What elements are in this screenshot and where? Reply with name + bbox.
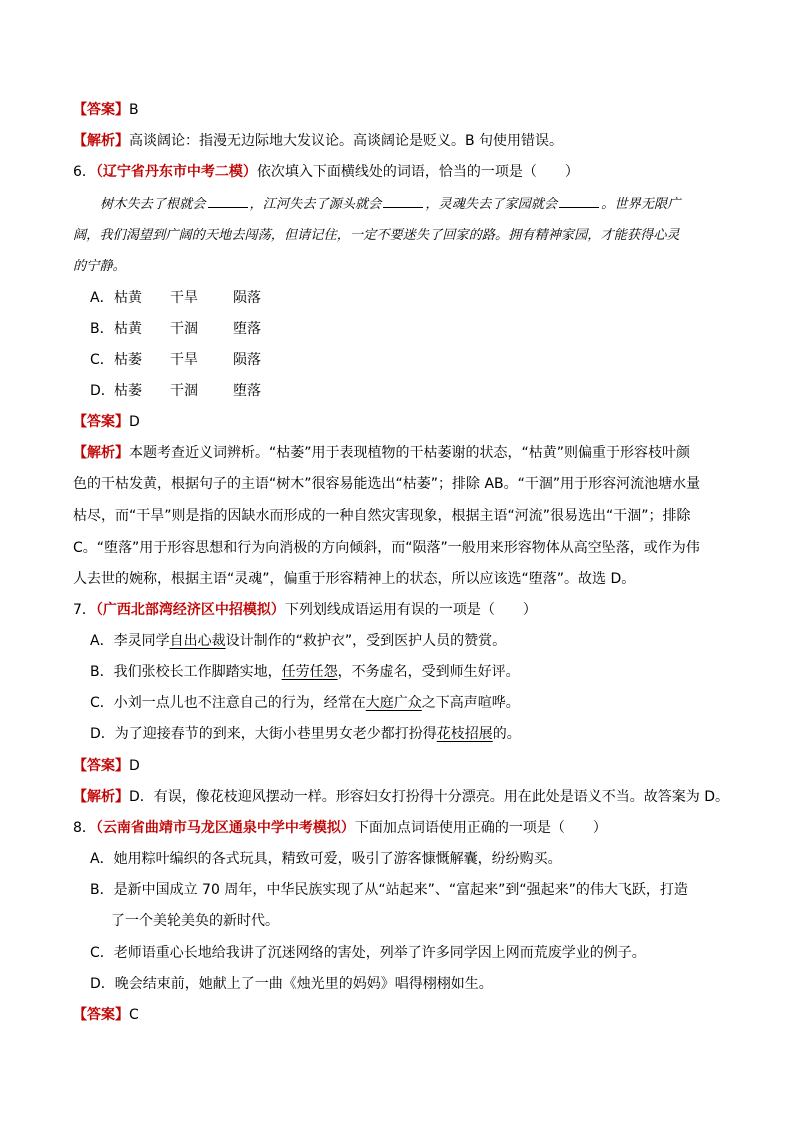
explanation-text: 枯尽，而“干旱”则是指的因缺水而形成的一种自然灾害现象，根据主语“河流”很易选出“干涸”；排除	[73, 508, 691, 524]
option-word: 枯萎	[114, 383, 142, 399]
question-number: 8．	[73, 820, 96, 836]
explanation-text: 人去世的婉称，根据主语“灵魂”，偏重于形容精神上的状态，所以应该选“堕落”。故选 D。	[73, 571, 636, 587]
answer-text: D	[129, 414, 140, 430]
question-stem: 依次填入下面横线处的词语，恰当的一项是（ ）	[256, 164, 579, 180]
fill-blank	[383, 195, 423, 208]
option-text: 了一个美轮美奂的新时代。	[111, 913, 279, 929]
option-label: D．	[90, 726, 115, 742]
explanation-text: D．有误，像花枝迎风摆动一样。形容妇女打扮得十分漂亮。用在此处是语义不当。故答案为 D。	[129, 789, 730, 805]
option-text: B．是新中国成立 70 周年，中华民族实现了从“站起来”、“富起来”到“强起来”的伟大飞跃，打造	[90, 882, 688, 898]
passage-text: 阔，我们渴望到广阔的天地去闯荡，但请记住，一定不要迷失了回家的路。拥有精神家园，才能获得心灵	[73, 228, 680, 243]
option-word: 堕落	[233, 383, 261, 399]
passage-text: 的宁静。	[73, 259, 126, 274]
fill-blank	[559, 195, 599, 208]
explanation-line	[73, 474, 734, 494]
option-row	[90, 974, 493, 994]
explanation-line	[73, 569, 734, 589]
option-text: 小刘一点儿也不注意自己的行为，经常在	[113, 695, 366, 711]
option-word: 陨落	[233, 290, 261, 306]
answer-8	[73, 1005, 734, 1025]
fill-blank	[208, 195, 248, 208]
answer-text: C	[129, 1007, 139, 1023]
option-word: 干涸	[170, 321, 198, 337]
explanation-6	[73, 443, 734, 463]
passage-text: 树木失去了根就会	[100, 197, 206, 212]
option-word: 堕落	[233, 321, 261, 337]
answer-7	[73, 756, 734, 776]
question-number: 7．	[73, 602, 96, 618]
option-row	[90, 662, 520, 682]
option-word: 枯黄	[114, 321, 142, 337]
question-stem: 下列划线成语运用有误的一项是（ ）	[284, 602, 537, 618]
option-row	[90, 288, 261, 308]
option-row	[90, 350, 261, 370]
option-text: C．老师语重心长地给我讲了沉迷网络的害处，列举了许多同学因上网而荒废学业的例子。	[90, 945, 646, 961]
explanation-7	[73, 787, 734, 807]
explanation-tag: 【解析】	[73, 789, 129, 805]
option-text: ，不务虚名，受到师生好评。	[337, 664, 520, 680]
answer-tag: 【答案】	[73, 1007, 129, 1023]
option-label: C．	[90, 352, 114, 368]
question-8	[73, 818, 734, 838]
passage-text: ，灵魂失去了家园就会	[425, 197, 558, 212]
option-label: B．	[90, 321, 114, 337]
explanation-tag: 【解析】	[73, 133, 129, 149]
passage-text: 。世界无限广	[601, 197, 681, 212]
passage-line-3	[73, 257, 734, 277]
option-text: D．晚会结束前，她献上了一曲《烛光里的妈妈》唱得栩栩如生。	[90, 976, 493, 992]
question-stem: 下面加点词语使用正确的一项是（ ）	[354, 820, 607, 836]
explanation-text: C。“堕落”用于形容思想和行为向消极的方向倾斜，而“陨落”一般用来形容物体从高空坠落，或作为伟	[73, 540, 700, 556]
option-label: D．	[90, 383, 115, 399]
option-row	[90, 693, 520, 713]
question-6	[73, 162, 734, 182]
explanation-text: 高谈阔论：指漫无边际地大发议论。高谈阔论是贬义。B 句使用错误。	[129, 133, 564, 149]
explanation-text: 色的干枯发黄，根据句子的主语“树木”很容易能选出“枯萎”；排除 AB。“干涸”用于形容河流池塘水量	[73, 476, 701, 492]
passage-line-1	[100, 195, 734, 215]
question-source: （云南省曲靖市马龙区通泉中学中考模拟）	[95, 820, 355, 836]
question-source: （广西北部湾经济区中招模拟）	[95, 602, 285, 618]
option-row	[90, 631, 506, 651]
option-text: A．她用粽叶编织的各式玩具，精致可爱，吸引了游客慷慨解囊，纷纷购买。	[90, 851, 562, 867]
explanation-tag: 【解析】	[73, 445, 129, 461]
option-label: B．	[90, 664, 114, 680]
answer-tag: 【答案】	[73, 758, 129, 774]
underlined-idiom: 花枝招展	[436, 726, 493, 742]
option-word: 枯黄	[114, 290, 142, 306]
answer-5	[73, 100, 734, 120]
option-word: 枯萎	[114, 352, 142, 368]
underlined-idiom: 自出心裁	[169, 633, 226, 649]
option-text: 我们张校长工作脚踏实地，	[113, 664, 282, 680]
passage-text: ，江河失去了源头就会	[249, 197, 382, 212]
option-row	[90, 880, 688, 900]
option-row	[90, 319, 261, 339]
option-text: 之下高声喧哗。	[421, 695, 520, 711]
question-source: （辽宁省丹东市中考二模）	[95, 164, 257, 180]
option-word: 干旱	[170, 352, 198, 368]
answer-tag: 【答案】	[73, 414, 129, 430]
option-word: 干旱	[170, 290, 198, 306]
answer-6	[73, 412, 734, 432]
passage-line-2	[73, 226, 734, 246]
underlined-idiom: 任劳任怨	[281, 664, 338, 680]
question-7	[73, 600, 734, 620]
option-row	[90, 943, 646, 963]
option-text: 设计制作的“救护衣”，受到医护人员的赞赏。	[225, 633, 507, 649]
option-text: 的。	[492, 726, 521, 742]
option-row	[90, 724, 521, 744]
underlined-idiom: 大庭广众	[365, 695, 422, 711]
question-number: 6．	[73, 164, 96, 180]
explanation-5	[73, 131, 734, 151]
option-row	[90, 381, 261, 401]
explanation-text: 本题考查近义词辨析。“枯萎”用于表现植物的干枯萎谢的状态，“枯黄”则偏重于形容枝叶颜	[129, 445, 691, 461]
answer-tag: 【答案】	[73, 102, 129, 118]
option-text: 李灵同学	[113, 633, 170, 649]
option-row	[90, 849, 562, 869]
option-word: 干涸	[170, 383, 198, 399]
option-label: C．	[90, 695, 114, 711]
option-label: A．	[90, 633, 114, 649]
answer-text: B	[129, 102, 139, 118]
answer-text: D	[129, 758, 140, 774]
option-word: 陨落	[233, 352, 261, 368]
option-label: A．	[90, 290, 114, 306]
option-row-continued	[111, 911, 279, 931]
explanation-line	[73, 538, 734, 558]
explanation-line	[73, 506, 734, 526]
option-text: 为了迎接春节的到来，大街小巷里男女老少都打扮得	[114, 726, 437, 742]
